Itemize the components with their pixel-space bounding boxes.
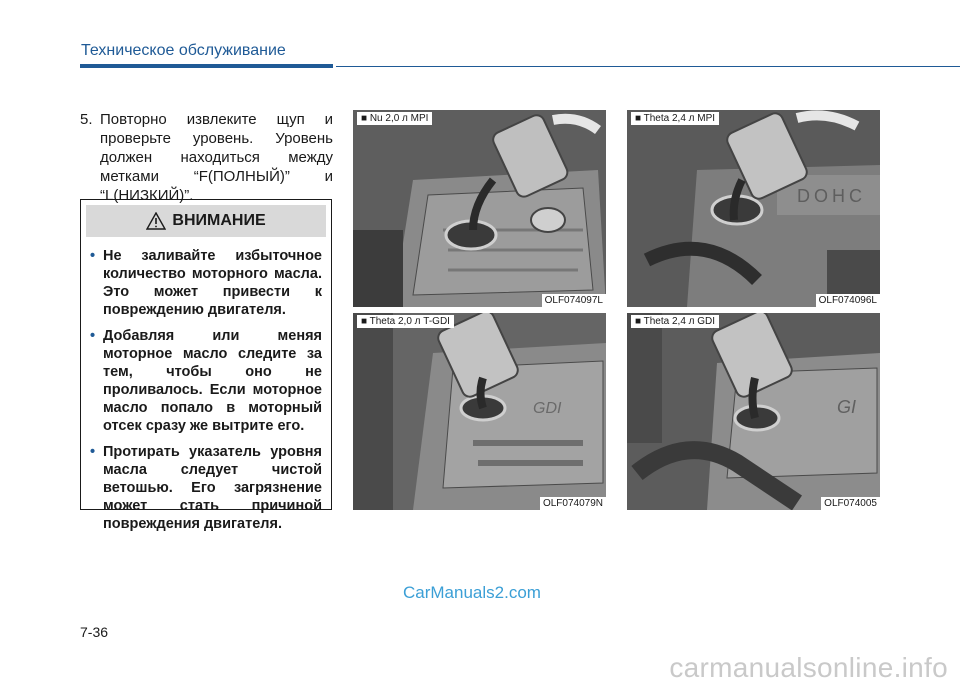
warning-item: • Не заливайте избыточное количество моторного масла. Это может привести к повреждению двигателя. — [90, 248, 322, 318]
photo-label: ■ Theta 2,0 л T-GDI — [357, 315, 454, 328]
section-title: Техническое обслуживание — [81, 42, 286, 59]
warning-title: ВНИМАНИЕ — [172, 212, 266, 229]
warning-box — [80, 199, 332, 532]
engine-photo-theta-2-4-mpi — [627, 110, 880, 307]
photo-code: OLF074097L — [542, 294, 606, 307]
warning-item: • Протирать указатель уровня масла следует чистой ветошью. Его загрязнение может стать причиной повреждения двигателя. — [90, 444, 322, 532]
bullet-icon: • — [90, 444, 96, 460]
photo-label: ■ Nu 2,0 л MPI — [357, 112, 432, 125]
page-number: 7-36 — [80, 624, 109, 640]
photo-code: OLF074005 — [821, 497, 880, 510]
engine-photo-theta-2-0-tgdi — [353, 313, 606, 510]
engine-illustration — [627, 313, 880, 510]
engine-photo-theta-2-4-gdi — [627, 313, 880, 510]
header-rule-thick — [80, 64, 333, 68]
step-number: 5. — [80, 111, 93, 128]
bullet-icon: • — [90, 248, 96, 264]
warning-header — [86, 205, 326, 237]
svg-text:GDI: GDI — [533, 400, 562, 417]
footer-watermark: carmanualsonline.info — [669, 652, 948, 683]
bullet-icon: • — [90, 328, 96, 344]
engine-illustration — [627, 110, 880, 307]
photo-label: ■ Theta 2,4 л MPI — [631, 112, 719, 125]
engine-illustration — [353, 110, 606, 307]
svg-text:DOHC: DOHC — [797, 186, 866, 206]
engine-illustration — [353, 313, 606, 510]
engine-photo-nu-2-0-mpi — [353, 110, 606, 307]
step-text: Повторно извлеките щуп и проверьте уровень. Уровень должен находиться между метками “F(ПОЛНЫЙ)” и “L(НИЗКИЙ)”. — [100, 111, 333, 204]
header-rule-thin — [336, 66, 960, 67]
warning-triangle-icon — [146, 212, 166, 230]
photo-code: OLF074096L — [816, 294, 880, 307]
carmanuals2-watermark-link[interactable]: CarManuals2.com — [403, 583, 541, 602]
photo-code: OLF074079N — [540, 497, 606, 510]
photo-label: ■ Theta 2,4 л GDI — [631, 315, 719, 328]
step-5 — [80, 110, 333, 205]
svg-text:GI: GI — [837, 397, 857, 417]
warning-item: • Добавляя или меняя моторное масло следите за тем, чтобы оно не проливалось. Если моторное масло попало в моторный отсек сразу же вытрите его. — [90, 328, 322, 434]
warning-list — [81, 247, 331, 533]
